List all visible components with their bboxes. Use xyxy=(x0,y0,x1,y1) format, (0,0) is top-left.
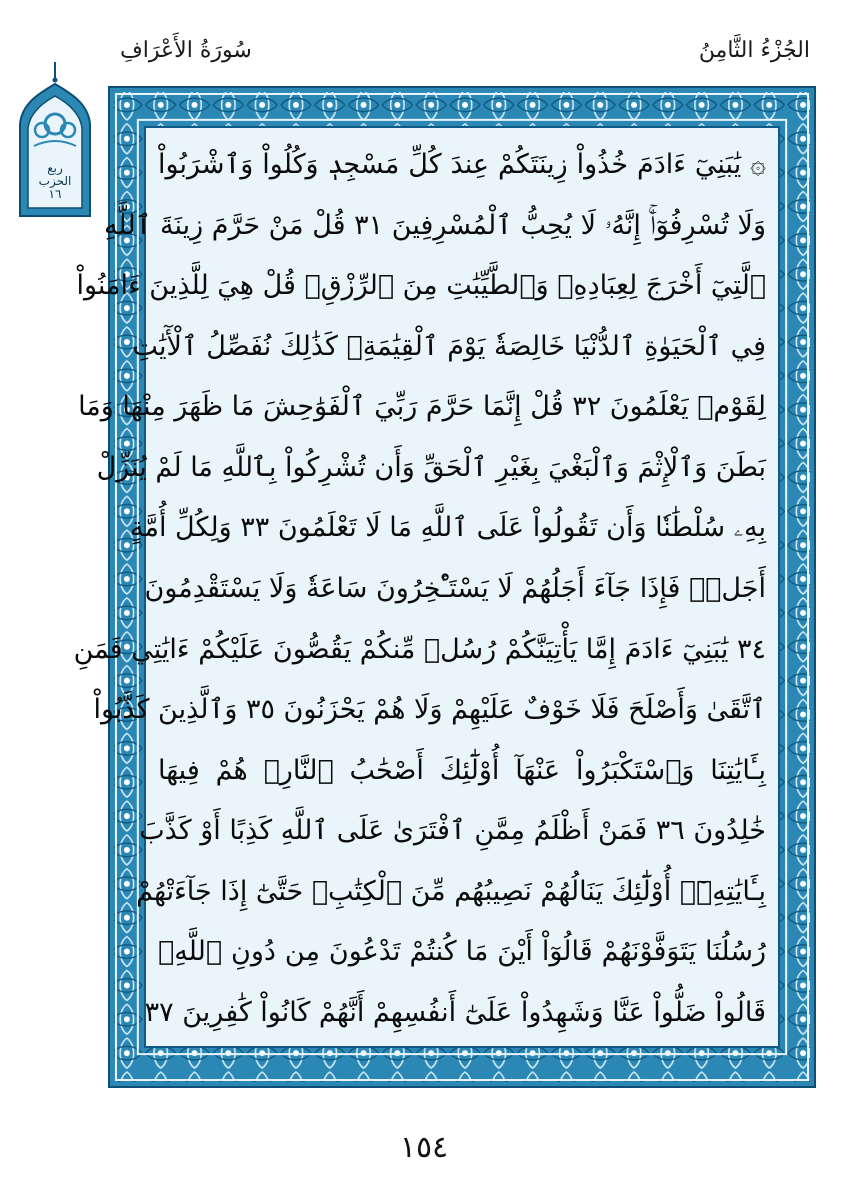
verse-line: بِـَٔايَٰتِهِۦٓۚ أُوْلَٰٓئِكَ يَنَالُهُمْ نَصِيبُهُم مِّنَ ٱلْكِتَٰبِۖ حَتَّىٰٓ إِذَا جَآءَتْهُمْ xyxy=(136,875,766,907)
verse-line: ۞ يَٰبَنِيٓ ءَادَمَ خُذُواْ زِينَتَكُمْ عِندَ كُلِّ مَسْجِدٖ وَكُلُواْ وَٱشْرَبُواْ xyxy=(158,149,766,180)
verse-line: رُسُلُنَا يَتَوَفَّوْنَهُمْ قَالُوٓاْ أَيْنَ مَا كُنتُمْ تَدْعُونَ مِن دُونِ ٱللَّهِۖ xyxy=(158,936,766,968)
page-frame xyxy=(73,86,816,1088)
hizb-label xyxy=(14,162,96,201)
verse-line: قَالُواْ ضَلُّواْ عَنَّا وَشَهِدُواْ عَلَىٰٓ أَنفُسِهِمْ أَنَّهُمْ كَانُواْ كَٰفِرِينَ ٣٧ xyxy=(144,996,766,1028)
verse-line: بِهِۦ سُلْطَٰنٗا وَأَن تَقُولُواْ عَلَى ٱللَّهِ مَا لَا تَعْلَمُونَ ٣٣ وَلِكُلِّ أُمَّةٍ xyxy=(130,512,766,544)
hizb-label-quarter: ربع xyxy=(47,161,63,175)
verse-line: بِـَٔايَٰتِنَا وَٱسْتَكْبَرُواْ عَنْهَآ أُوْلَٰٓئِكَ أَصْحَٰبُ ٱلنَّارِۖ هُمْ فِيهَا xyxy=(158,754,766,786)
verse-line: أَجَلٞۖ فَإِذَا جَآءَ أَجَلُهُمْ لَا يَسْتَـْٔخِرُونَ سَاعَةٗ وَلَا يَسْتَقْدِمُونَ xyxy=(144,572,766,604)
verse-lines xyxy=(73,138,766,1040)
verse-line: ٣٤ يَٰبَنِيٓ ءَادَمَ إِمَّا يَأْتِيَنَّكُمْ رُسُلٞ مِّنكُمْ يَقُصُّونَ عَلَيْكُمْ ءَايَٰتِي فَمَنِ xyxy=(73,633,766,665)
hizb-label-hizb: الحزب xyxy=(38,174,72,188)
verse-line: لِقَوْمٖ يَعْلَمُونَ ٣٢ قُلْ إِنَّمَا حَرَّمَ رَبِّيَ ٱلْفَوَٰحِشَ مَا ظَهَرَ مِنْهَا وَمَا xyxy=(78,391,766,423)
surah-title: سُورَةُ الأَعْرَافِ xyxy=(120,38,252,63)
verse-line: خَٰلِدُونَ ٣٦ فَمَنْ أَظْلَمُ مِمَّنِ ٱفْتَرَىٰ عَلَى ٱللَّهِ كَذِبًا أَوْ كَذَّبَ xyxy=(139,815,766,847)
verse-line: فِي ٱلْحَيَوٰةِ ٱلدُّنْيَا خَالِصَةٗ يَوْمَ ٱلْقِيَٰمَةِۗ كَذَٰلِكَ نُفَصِّلُ ٱلْأٓيَٰتِ xyxy=(132,330,766,362)
page-number: ١٥٤ xyxy=(399,1130,449,1165)
hizb-label-number: ١٦ xyxy=(48,187,62,201)
text-panel xyxy=(73,126,780,1048)
verse-line: بَطَنَ وَٱلْإِثْمَ وَٱلْبَغْيَ بِغَيْرِ ٱلْحَقِّ وَأَن تُشْرِكُواْ بِٱللَّهِ مَا لَمْ يُنَزِّلْ xyxy=(96,451,766,483)
verse-line: وَلَا تُسْرِفُوٓاْۚ إِنَّهُۥ لَا يُحِبُّ ٱلْمُسْرِفِينَ ٣١ قُلْ مَنْ حَرَّمَ زِينَةَ ٱللَّهِ xyxy=(103,209,766,241)
verse-line: ٱلَّتِيٓ أَخْرَجَ لِعِبَادِهِۦ وَٱلطَّيِّبَٰتِ مِنَ ٱلرِّزْقِۚ قُلْ هِيَ لِلَّذِينَ ءَامَنُواْ xyxy=(76,270,766,302)
verse-line: ٱتَّقَىٰ وَأَصْلَحَ فَلَا خَوْفٌ عَلَيْهِمْ وَلَا هُمْ يَحْزَنُونَ ٣٥ وَٱلَّذِينَ كَذَّبُواْ xyxy=(93,694,766,726)
juz-title: الجُزْءُ الثَّامِنُ xyxy=(698,38,810,63)
